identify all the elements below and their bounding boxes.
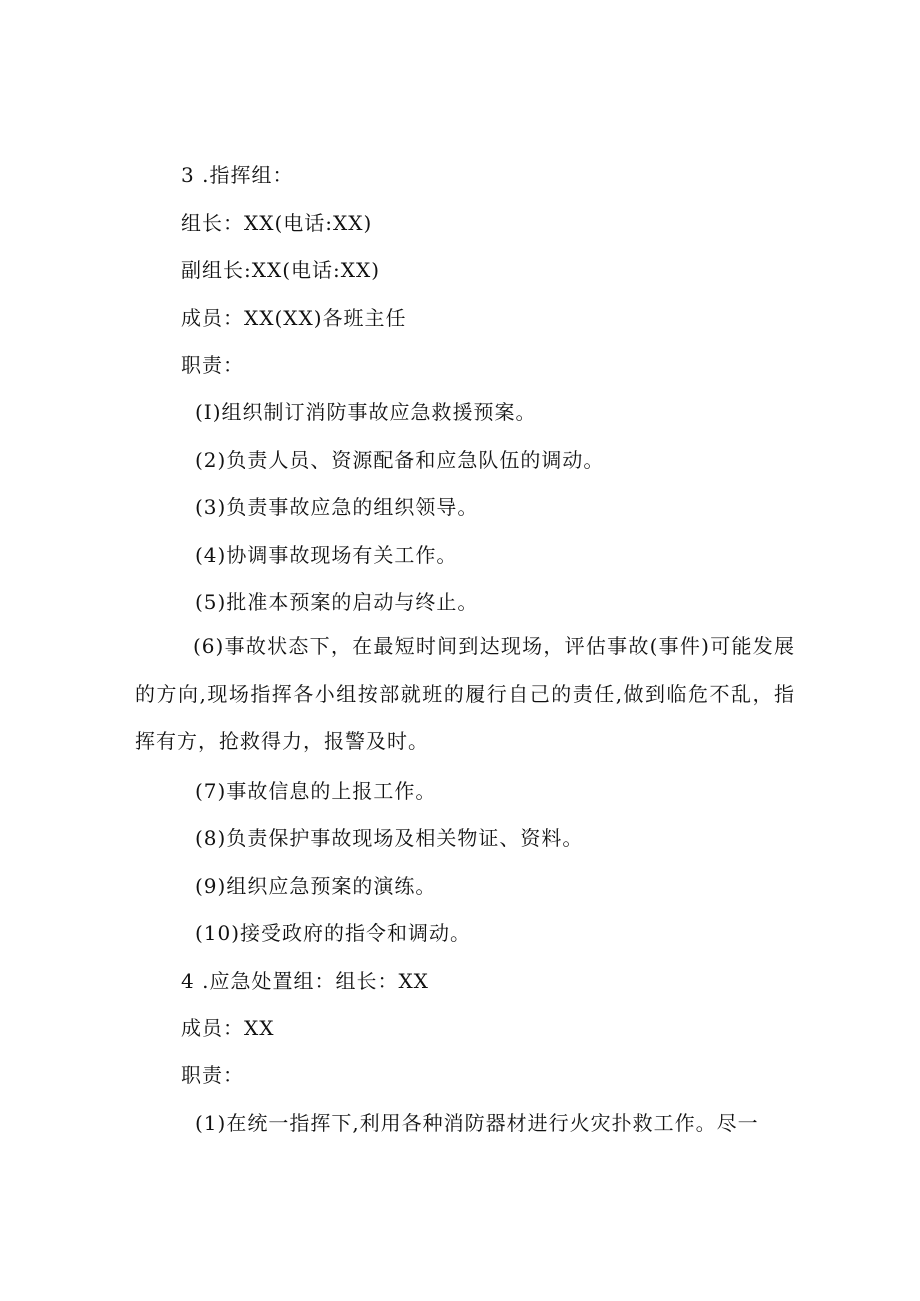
section-3-duty-item: (8)负责保护事故现场及相关物证、资料。: [195, 826, 584, 850]
section-3-duty-item: (7)事故信息的上报工作。: [195, 779, 437, 803]
section-3-duty-item: (9)组织应急预案的演练。: [195, 874, 437, 898]
section-3-leader: 组长：XX(电话:XX): [181, 211, 373, 235]
section-3-deputy-leader: 副组长:XX(电话:XX): [181, 258, 381, 282]
section-3-duty-item: (3)负责事故应急的组织领导。: [195, 495, 479, 519]
section-4-duty-item: (1)在统一指挥下,利用各种消防器材进行火灾扑救工作。尽一: [195, 1111, 759, 1135]
section-4-duties-label: 职责：: [181, 1063, 244, 1087]
section-3-duty-item: (I)组织制订消防事故应急救援预案。: [195, 400, 537, 424]
section-3-duty-item: (10)接受政府的指令和调动。: [195, 921, 472, 945]
section-3-duty-item: (4)协调事故现场有关工作。: [195, 543, 458, 567]
section-3-duty-item: (5)批准本预案的启动与终止。: [195, 590, 479, 614]
section-3-duty-item: (2)负责人员、资源配备和应急队伍的调动。: [195, 448, 605, 472]
section-3-duties-label: 职责：: [181, 353, 244, 377]
section-4-members: 成员：XX: [181, 1016, 275, 1040]
section-3-members: 成员：XX(XX)各班主任: [181, 306, 407, 330]
section-3-heading: 3 .指挥组：: [181, 163, 294, 187]
section-3-duty-item: (6)事故状态下，在最短时间到达现场，评估事故(事件)可能发展的方向,现场指挥各小组按部就班的履行自己的责任,做到临危不乱，指挥有方，抢救得力，报警及时。: [135, 634, 795, 753]
section-4-heading: 4 .应急处置组：组长：XX: [181, 969, 429, 993]
